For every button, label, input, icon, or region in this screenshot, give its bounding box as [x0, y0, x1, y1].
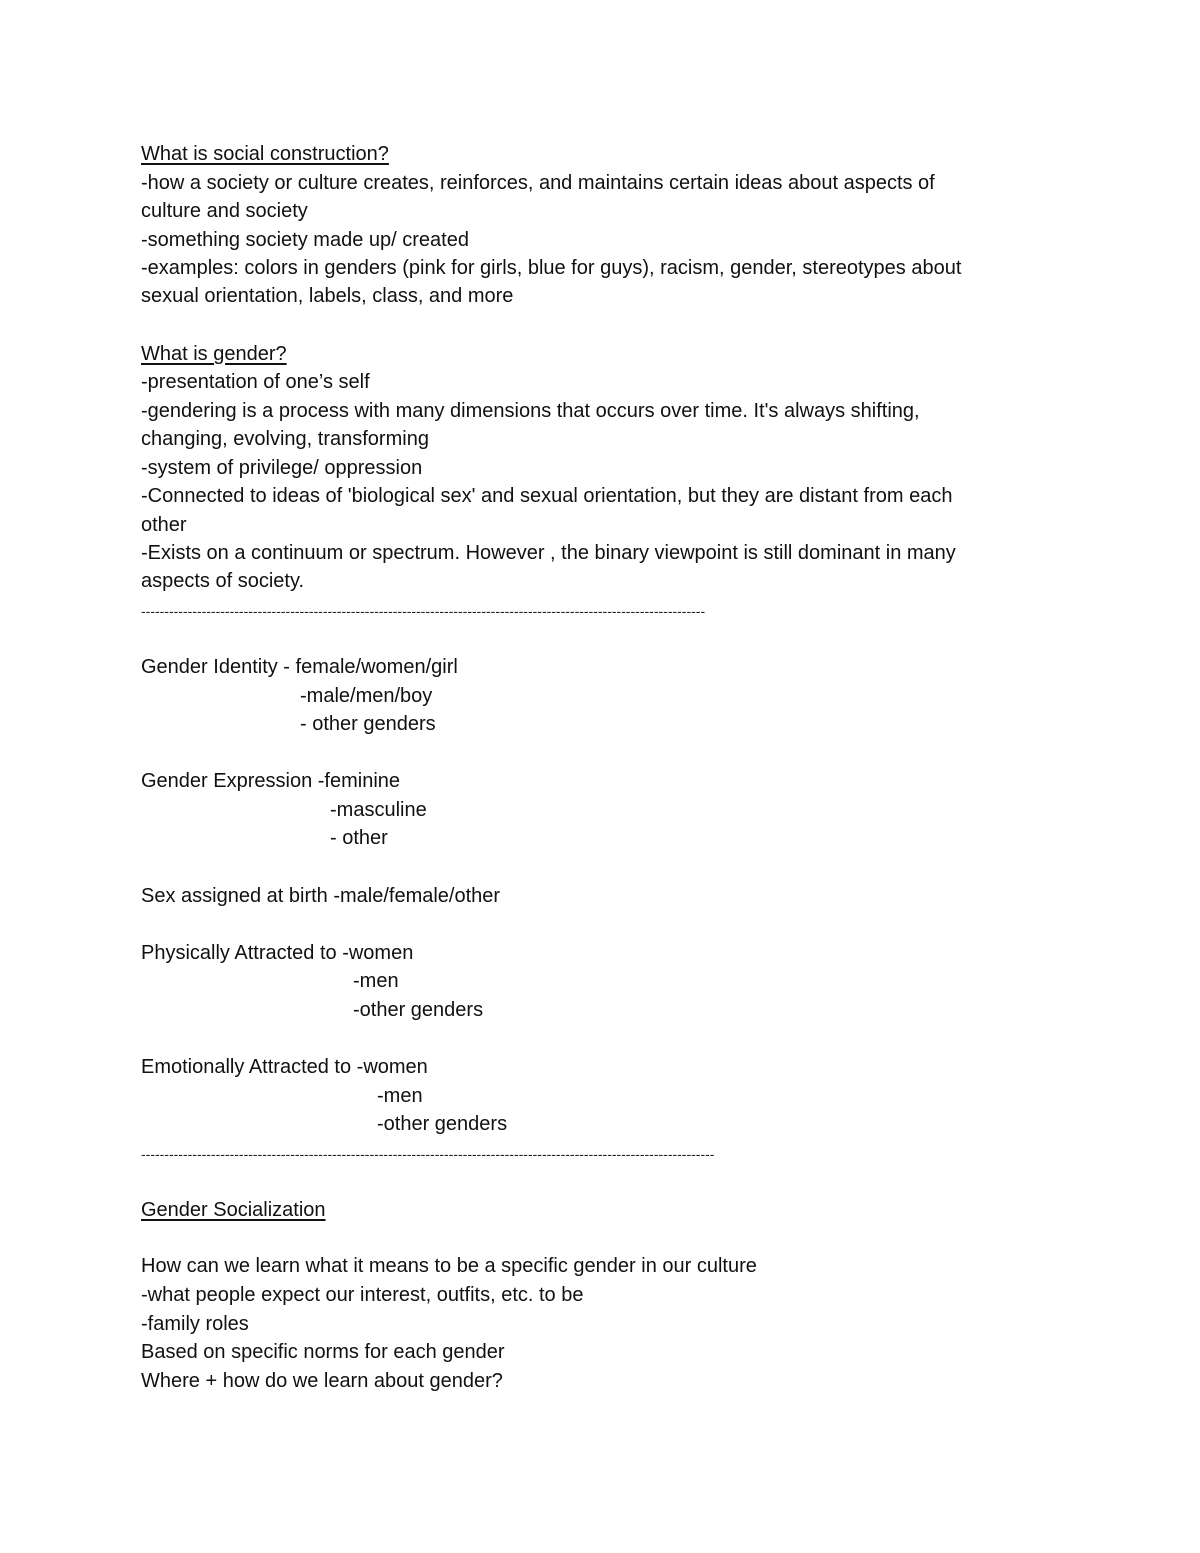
physically-attracted-item: -other genders [353, 999, 484, 1021]
text-line: culture and society [141, 200, 308, 222]
text-line: changing, evolving, transforming [141, 428, 429, 450]
gender-expression-item: - other [330, 827, 388, 849]
text-line: -how a society or culture creates, reinforces, and maintains certain ideas about aspects of [141, 172, 935, 194]
text-line: -presentation of one’s self [141, 371, 370, 393]
text-line: -Connected to ideas of 'biological sex' and sexual orientation, but they are distant from each [141, 485, 953, 507]
sex-assigned-label: Sex assigned at birth -male/female/other [141, 885, 501, 907]
emotionally-attracted-item: -other genders [377, 1113, 508, 1135]
gender-identity-item: -male/men/boy [300, 685, 433, 707]
text-line: -gendering is a process with many dimensions that occurs over time. It's always shifting, [141, 400, 920, 422]
emotionally-attracted-label: Emotionally Attracted to -women [141, 1056, 428, 1078]
text-line: -examples: colors in genders (pink for girls, blue for guys), racism, gender, stereotypes about [141, 257, 962, 279]
gender-identity-label: Gender Identity - female/women/girl [141, 656, 458, 678]
text-line: Based on specific norms for each gender [141, 1341, 505, 1363]
gender-identity-item: - other genders [300, 713, 436, 735]
social-construction-heading: What is social construction? [141, 143, 389, 165]
text-line: other [141, 514, 187, 536]
text-line: -what people expect our interest, outfits, etc. to be [141, 1284, 584, 1306]
text-line: How can we learn what it means to be a specific gender in our culture [141, 1255, 757, 1277]
emotionally-attracted-item: -men [377, 1085, 423, 1107]
gender-expression-item: -masculine [330, 799, 427, 821]
text-line: -Exists on a continuum or spectrum. However , the binary viewpoint is still dominant in many [141, 542, 956, 564]
text-line: -system of privilege/ oppression [141, 457, 423, 479]
physically-attracted-item: -men [353, 970, 399, 992]
text-line: sexual orientation, labels, class, and more [141, 285, 514, 307]
text-line: Where + how do we learn about gender? [141, 1370, 503, 1392]
text-line: -family roles [141, 1313, 249, 1335]
gender-expression-label: Gender Expression -feminine [141, 770, 401, 792]
gender-socialization-heading: Gender Socialization [141, 1199, 326, 1221]
text-line: aspects of society. [141, 570, 305, 592]
dashed-separator: --------------------------------------------------------------------------------------------------------------------------- [141, 1146, 715, 1162]
dashed-separator: ------------------------------------------------------------------------------------------------------------------------- [141, 603, 706, 619]
physically-attracted-label: Physically Attracted to -women [141, 942, 414, 964]
gender-heading: What is gender? [141, 343, 287, 365]
text-line: -something society made up/ created [141, 229, 469, 251]
